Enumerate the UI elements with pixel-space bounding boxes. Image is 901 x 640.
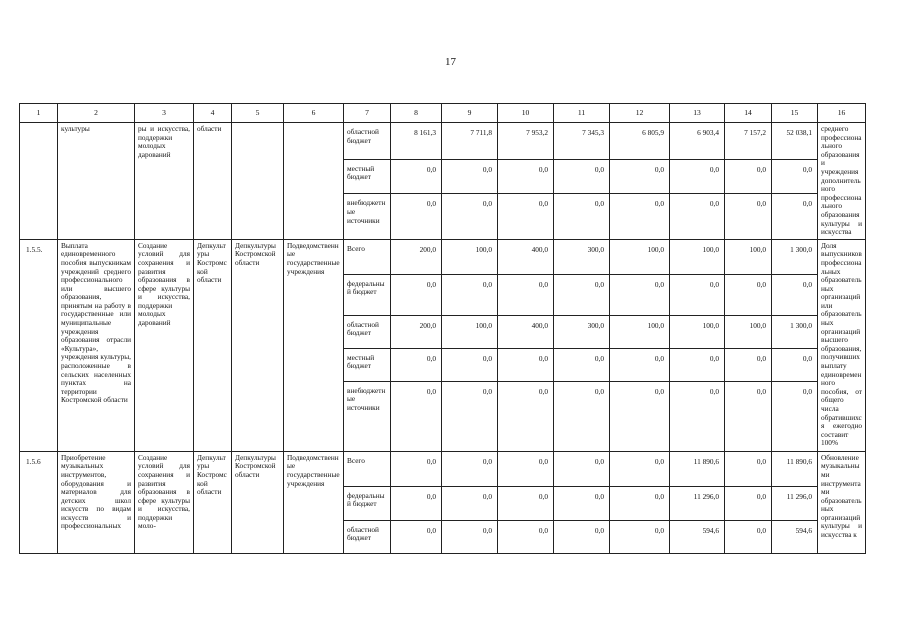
- funding-source: областной бюджет: [344, 520, 391, 553]
- amount-cell: 0,0: [442, 381, 498, 451]
- item-executor: области: [194, 123, 232, 240]
- amount-cell: 0,0: [670, 381, 725, 451]
- amount-cell: 1 300,0: [772, 315, 818, 348]
- amount-cell: 400,0: [498, 315, 554, 348]
- amount-cell: 100,0: [610, 315, 670, 348]
- amount-cell: 0,0: [442, 159, 498, 194]
- item-code: [20, 123, 58, 240]
- budget-table: [19, 103, 866, 554]
- amount-cell: 0,0: [554, 381, 610, 451]
- amount-cell: 7 953,2: [498, 123, 554, 160]
- header-cell: 2: [58, 104, 135, 123]
- amount-cell: 0,0: [498, 520, 554, 553]
- amount-cell: 0,0: [725, 348, 772, 381]
- amount-cell: 0,0: [725, 159, 772, 194]
- item-name: Приобретение музыкальных инструментов, оборудования и материалов для детских школ искусств по видам искусств и профессиональных: [58, 451, 135, 553]
- header-cell: 12: [610, 104, 670, 123]
- amount-cell: 200,0: [391, 239, 442, 274]
- item-participants: Подведомственные государственные учреждения: [284, 451, 344, 553]
- amount-cell: 52 038,1: [772, 123, 818, 160]
- amount-cell: 0,0: [498, 194, 554, 239]
- amount-cell: 1 300,0: [772, 239, 818, 274]
- amount-cell: 594,6: [772, 520, 818, 553]
- amount-cell: 0,0: [725, 451, 772, 486]
- item-code: 1.5.6: [20, 451, 58, 553]
- item-coexecutor: [232, 123, 284, 240]
- page-number: 17: [445, 56, 456, 68]
- funding-source: внебюджетные источники: [344, 381, 391, 451]
- amount-cell: 100,0: [725, 239, 772, 274]
- amount-cell: 0,0: [442, 274, 498, 315]
- amount-cell: 0,0: [498, 451, 554, 486]
- amount-cell: 0,0: [670, 194, 725, 239]
- amount-cell: 100,0: [442, 239, 498, 274]
- item-goal: ры и искусства, поддержки молодых дарований: [135, 123, 194, 240]
- amount-cell: 0,0: [554, 348, 610, 381]
- amount-cell: 7 157,2: [725, 123, 772, 160]
- item-coexecutor: Депкультуры Костромской области: [232, 451, 284, 553]
- amount-cell: 0,0: [554, 159, 610, 194]
- amount-cell: 100,0: [725, 315, 772, 348]
- amount-cell: 0,0: [554, 274, 610, 315]
- header-cell: 15: [772, 104, 818, 123]
- amount-cell: 0,0: [670, 274, 725, 315]
- table-row: [20, 451, 866, 486]
- amount-cell: 100,0: [670, 239, 725, 274]
- amount-cell: 0,0: [772, 194, 818, 239]
- amount-cell: 0,0: [725, 194, 772, 239]
- amount-cell: 0,0: [610, 486, 670, 520]
- header-cell: 13: [670, 104, 725, 123]
- amount-cell: 8 161,3: [391, 123, 442, 160]
- amount-cell: 0,0: [498, 486, 554, 520]
- amount-cell: 200,0: [391, 315, 442, 348]
- amount-cell: 0,0: [725, 520, 772, 553]
- header-cell: 10: [498, 104, 554, 123]
- header-cell: 9: [442, 104, 498, 123]
- amount-cell: 0,0: [391, 520, 442, 553]
- amount-cell: 0,0: [391, 348, 442, 381]
- amount-cell: 0,0: [391, 486, 442, 520]
- amount-cell: 100,0: [670, 315, 725, 348]
- amount-cell: 594,6: [670, 520, 725, 553]
- amount-cell: 0,0: [610, 348, 670, 381]
- amount-cell: 7 711,8: [442, 123, 498, 160]
- funding-source: Всего: [344, 451, 391, 486]
- header-cell: 11: [554, 104, 610, 123]
- amount-cell: 0,0: [725, 274, 772, 315]
- amount-cell: 0,0: [772, 381, 818, 451]
- funding-source: областной бюджет: [344, 123, 391, 160]
- item-indicator: Доля выпускников профессиональных образовательных организаций или образовательных организаций высшего образования, получивших выплату единовременного пособия, от общего числа обратившихся ежегодно составит 100%: [818, 239, 866, 451]
- amount-cell: 100,0: [610, 239, 670, 274]
- header-cell: 4: [194, 104, 232, 123]
- item-participants: [284, 123, 344, 240]
- amount-cell: 0,0: [442, 194, 498, 239]
- amount-cell: 0,0: [725, 381, 772, 451]
- item-coexecutor: Депкультуры Костромской области: [232, 239, 284, 451]
- header-cell: 16: [818, 104, 866, 123]
- header-cell: 3: [135, 104, 194, 123]
- amount-cell: 0,0: [391, 274, 442, 315]
- amount-cell: 0,0: [670, 159, 725, 194]
- item-name: культуры: [58, 123, 135, 240]
- amount-cell: 0,0: [498, 381, 554, 451]
- amount-cell: 11 890,6: [772, 451, 818, 486]
- item-goal: Создание условий для сохранения и развития образования в сфере культуры и искусства, поддержки моло-: [135, 451, 194, 553]
- amount-cell: 0,0: [391, 381, 442, 451]
- header-cell: 14: [725, 104, 772, 123]
- amount-cell: 0,0: [772, 348, 818, 381]
- funding-source: внебюджетные источники: [344, 194, 391, 239]
- item-participants: Подведомственные государственные учреждения: [284, 239, 344, 451]
- item-indicator: среднего профессионального образования и учреждения дополнительного профессионального образования культуры и искусства: [818, 123, 866, 240]
- item-executor: Депкультуры Костромской области: [194, 451, 232, 553]
- amount-cell: 0,0: [442, 520, 498, 553]
- amount-cell: 100,0: [442, 315, 498, 348]
- amount-cell: 0,0: [610, 274, 670, 315]
- amount-cell: 0,0: [610, 451, 670, 486]
- amount-cell: 0,0: [554, 520, 610, 553]
- amount-cell: 0,0: [498, 274, 554, 315]
- header-row: [20, 104, 866, 123]
- amount-cell: 300,0: [554, 315, 610, 348]
- item-executor: Депкультуры Костромской области: [194, 239, 232, 451]
- funding-source: местный бюджет: [344, 348, 391, 381]
- amount-cell: 11 296,0: [670, 486, 725, 520]
- funding-source: федеральный бюджет: [344, 274, 391, 315]
- header-cell: 8: [391, 104, 442, 123]
- header-cell: 7: [344, 104, 391, 123]
- item-indicator: Обновление музыкальными инструментами образовательных организаций культуры и искусства к: [818, 451, 866, 553]
- amount-cell: 0,0: [442, 348, 498, 381]
- amount-cell: 400,0: [498, 239, 554, 274]
- amount-cell: 11 890,6: [670, 451, 725, 486]
- amount-cell: 300,0: [554, 239, 610, 274]
- item-name: Выплата единовременного пособия выпускникам учреждений среднего профессионального или высшего образования, принятым на работу в государственные или муниципальные учреждения образования отрасли «Культура», учреждения культуры, расположенные в сельских населенных пунктах на территории Костромской области: [58, 239, 135, 451]
- header-cell: 5: [232, 104, 284, 123]
- amount-cell: 0,0: [772, 159, 818, 194]
- amount-cell: 7 345,3: [554, 123, 610, 160]
- amount-cell: 0,0: [442, 451, 498, 486]
- amount-cell: 0,0: [391, 451, 442, 486]
- amount-cell: 6 903,4: [670, 123, 725, 160]
- amount-cell: 0,0: [498, 348, 554, 381]
- funding-source: федеральный бюджет: [344, 486, 391, 520]
- amount-cell: 0,0: [610, 381, 670, 451]
- amount-cell: 0,0: [498, 159, 554, 194]
- table-row: [20, 123, 866, 160]
- amount-cell: 0,0: [391, 194, 442, 239]
- amount-cell: 0,0: [554, 451, 610, 486]
- amount-cell: 0,0: [554, 194, 610, 239]
- amount-cell: 0,0: [670, 348, 725, 381]
- amount-cell: 0,0: [610, 520, 670, 553]
- amount-cell: 0,0: [610, 159, 670, 194]
- amount-cell: 0,0: [725, 486, 772, 520]
- item-code: 1.5.5.: [20, 239, 58, 451]
- amount-cell: 0,0: [772, 274, 818, 315]
- funding-source: Всего: [344, 239, 391, 274]
- header-cell: 1: [20, 104, 58, 123]
- funding-source: местный бюджет: [344, 159, 391, 194]
- amount-cell: 0,0: [391, 159, 442, 194]
- amount-cell: 0,0: [610, 194, 670, 239]
- table-row: [20, 239, 866, 274]
- item-goal: Создание условий для сохранения и развития образования в сфере культуры и искусства, поддержки молодых дарований: [135, 239, 194, 451]
- amount-cell: 0,0: [442, 486, 498, 520]
- amount-cell: 0,0: [554, 486, 610, 520]
- header-cell: 6: [284, 104, 344, 123]
- amount-cell: 6 805,9: [610, 123, 670, 160]
- funding-source: областной бюджет: [344, 315, 391, 348]
- amount-cell: 11 296,0: [772, 486, 818, 520]
